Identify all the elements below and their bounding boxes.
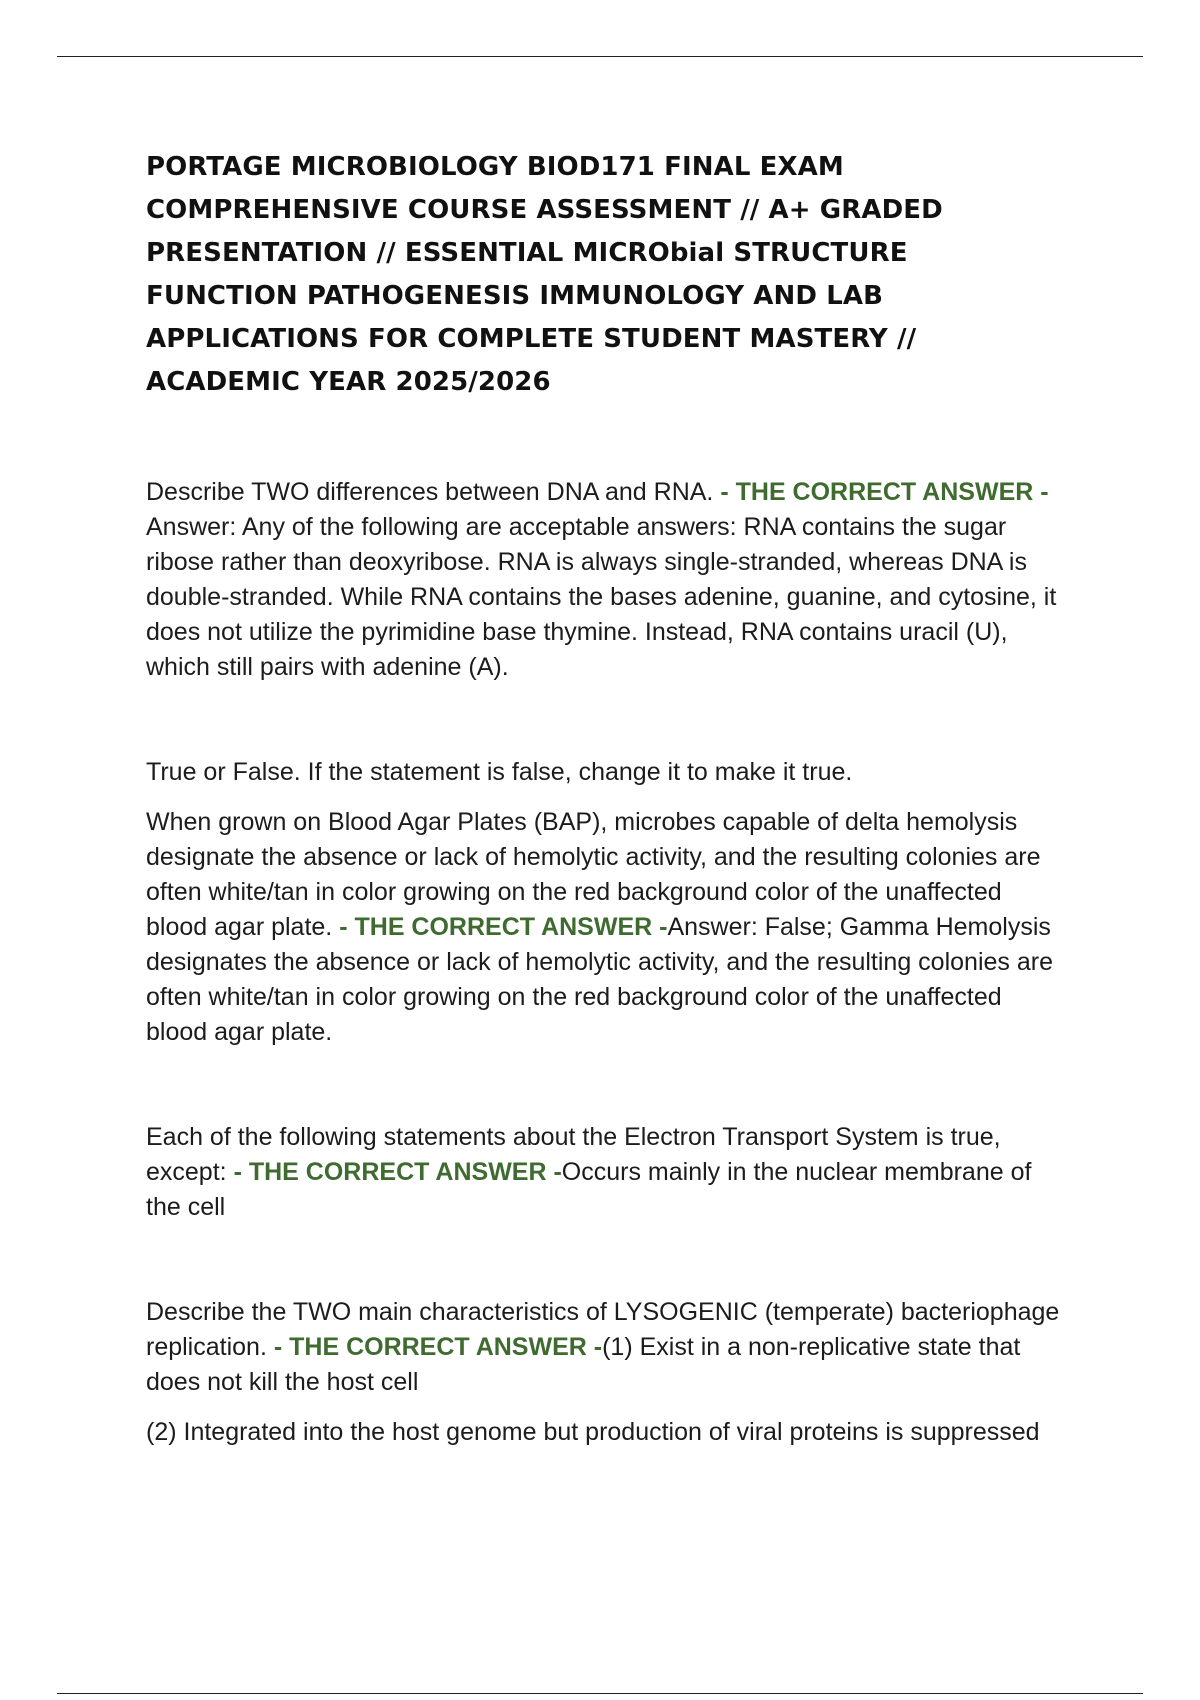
- answer-3-text: Occurs mainly in the nuclear membrane of the cell: [146, 1158, 1032, 1221]
- question-4-text: Describe the TWO main characteristics of LYSOGENIC (temperate) bacteriophage replication.: [146, 1298, 1060, 1361]
- document-page: [146, 146, 1066, 1450]
- document-title: PORTAGE MICROBIOLOGY BIOD171 FINAL EXAM COMPREHENSIVE COURSE ASSESSMENT // A+ GRADED PRESENTATION // ESSENTIAL MICRObial STRUCTURE FUNCTION PATHOGENESIS IMMUNOLOGY AND LAB APPLICATIONS FOR COMPLETE STUDENT MASTERY // ACADEMIC YEAR 2025/2026: [146, 152, 943, 397]
- question-1: [146, 475, 1066, 685]
- question-3-text: Each of the following statements about the Electron Transport System is true, except:: [146, 1123, 1001, 1186]
- bottom-rule: [57, 1693, 1143, 1694]
- question-3: [146, 1120, 1066, 1225]
- answer-marker: - THE CORRECT ANSWER -: [720, 478, 1049, 506]
- answer-4-text: (1) Exist in a non-replicative state that does not kill the host cell: [146, 1333, 1021, 1396]
- answer-marker: - THE CORRECT ANSWER -: [339, 913, 668, 941]
- question-2-intro: True or False. If the statement is false, change it to make it true.: [146, 758, 853, 786]
- answer-4-continued: (2) Integrated into the host genome but production of viral proteins is suppressed: [146, 1418, 1040, 1446]
- answer-2-text: Answer: False; Gamma Hemolysis designates the absence or lack of hemolytic activity, and the resulting colonies are often white/tan in color growing on the red background color of the unaffected blood agar plate.: [146, 913, 1053, 1046]
- top-rule: [57, 56, 1143, 57]
- answer-1-text: Answer: Any of the following are acceptable answers: RNA contains the sugar ribose rather than deoxyribose. RNA is always single-stranded, whereas DNA is double-stranded. While RNA contains the bases adenine, guanine, and cytosine, it does not utilize the pyrimidine base thymine. Instead, RNA contains uracil (U), which still pairs with adenine (A).: [146, 513, 1057, 681]
- answer-marker: - THE CORRECT ANSWER -: [233, 1158, 562, 1186]
- question-1-text: Describe TWO differences between DNA and RNA.: [146, 478, 714, 506]
- question-4: [146, 1295, 1066, 1400]
- question-2-text: When grown on Blood Agar Plates (BAP), microbes capable of delta hemolysis designate the absence or lack of hemolytic activity, and the resulting colonies are often white/tan in color growing on the red background color of the unaffected blood agar plate.: [146, 808, 1041, 941]
- question-2: [146, 805, 1066, 1050]
- answer-marker: - THE CORRECT ANSWER -: [273, 1333, 603, 1361]
